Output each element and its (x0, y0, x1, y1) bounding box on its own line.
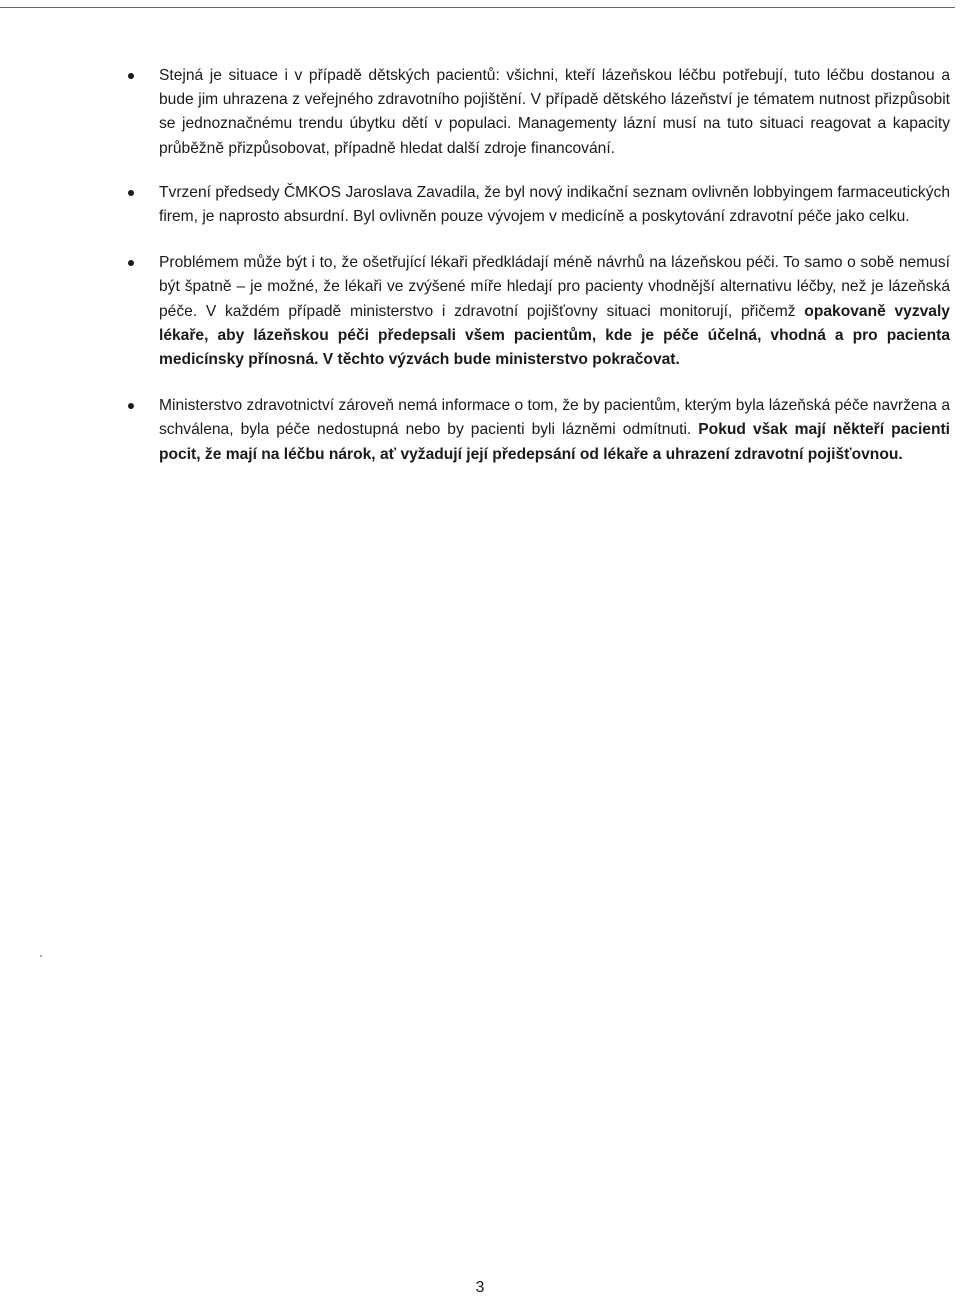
bullet-text: Stejná je situace i v případě dětských pacientů: všichni, kteří lázeňskou léčbu potřebují, tuto léčbu dostanou a bude jim uhrazena z veřejného zdravotního pojištění. V případě dětského lázeňství je tématem nutnost přizpůsobit se jednoznačnému trendu úbytku dětí v populaci. Managementy lázní musí na tuto situaci reagovat a kapacity průběžně přizpůsobovat, případně hledat další zdroje financování. (159, 67, 950, 157)
bullet-dot-icon (128, 73, 134, 79)
scan-speck (40, 955, 42, 957)
page-content (122, 64, 950, 487)
bullet-bold-text: opakovaně vyzvaly lékaře, aby lázeňskou péči předepsali všem pacientům, kde je péče účelná, vhodná a pro pacienta medicínsky přínosná. V těchto výzvách bude ministerstvo pokračovat. (159, 302, 950, 369)
bullet-list (122, 64, 950, 467)
bullet-text: Tvrzení předsedy ČMKOS Jaroslava Zavadila, že byl nový indikační seznam ovlivněn lobbyingem farmaceutických firem, je naprosto absurdní. Byl ovlivněn pouze vývojem v medicíně a poskytování zdravotní péče jako celku. (159, 183, 950, 226)
page-number: 3 (475, 1279, 485, 1296)
bullet-dot-icon (128, 260, 134, 266)
bullet-text: Ministerstvo zdravotnictví zároveň nemá informace o tom, že by pacientům, kterým byla lázeňská péče navržena a schválena, byla péče nedostupná nebo by pacienti byli lázněmi odmítnuti. (159, 397, 950, 439)
bullet-item-3 (122, 251, 950, 372)
top-rule (0, 7, 955, 8)
bullet-bold-text: Pokud však mají někteří pacienti pocit, že mají na léčbu nárok, ať vyžadují její předepsání od lékaře a uhrazení zdravotní pojišťovnou. (159, 421, 950, 463)
bullet-dot-icon (128, 403, 134, 409)
bullet-item-2 (122, 181, 950, 229)
bullet-item-1 (122, 64, 950, 161)
bullet-dot-icon (128, 190, 134, 196)
bullet-text: Problémem může být i to, že ošetřující lékaři předkládají méně návrhů na lázeňskou péči. To samo o sobě nemusí být špatně – je možné, že lékaři ve zvýšené míře hledají pro pacienty vhodnější alternativu léčby, než je lázeňská péče. V každém případě ministerstvo i zdravotní pojišťovny situaci monitorují, přičemž (159, 254, 950, 320)
bullet-item-4 (122, 394, 950, 467)
